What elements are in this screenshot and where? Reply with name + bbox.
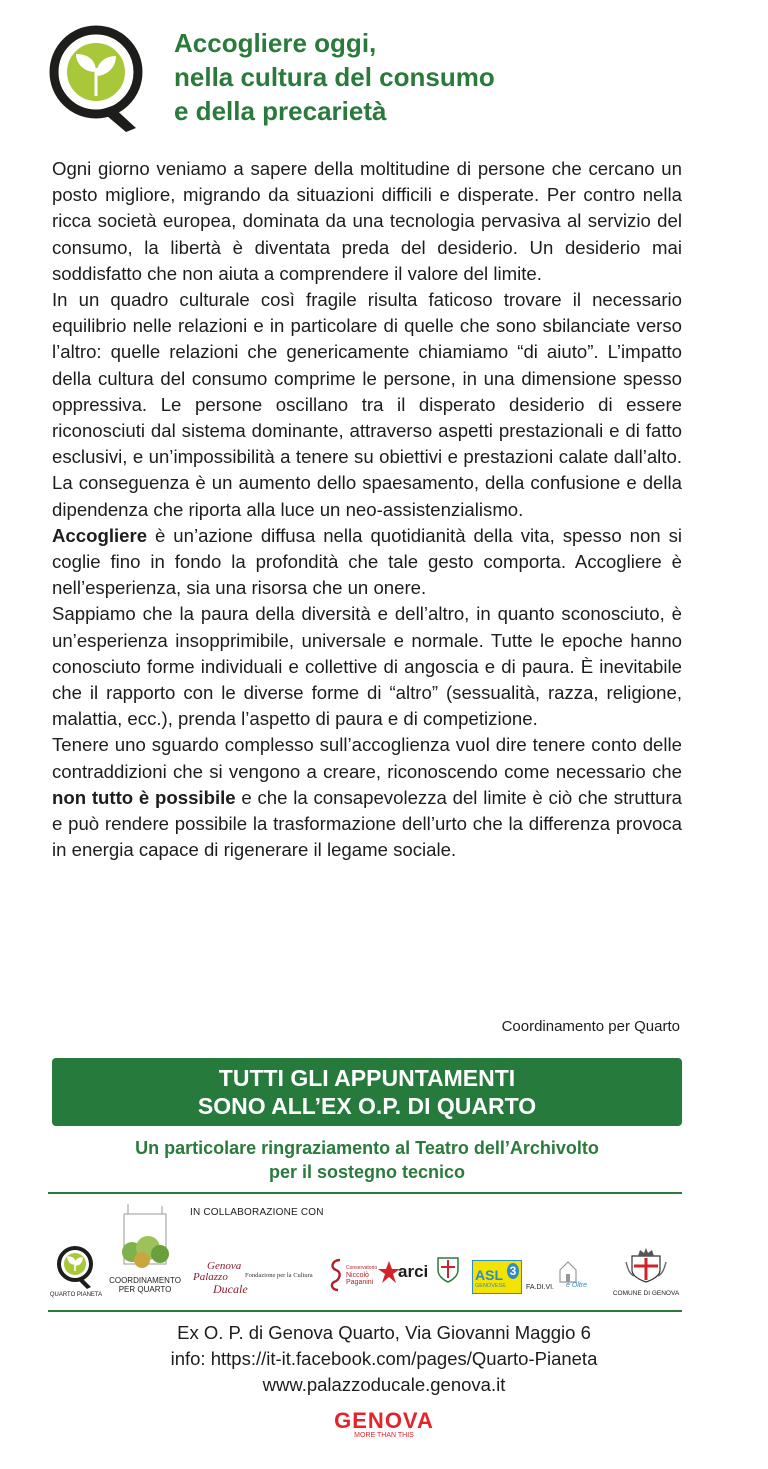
paganini-text: Niccolò [346, 1272, 369, 1279]
paragraph [52, 523, 682, 602]
partner-logos [48, 1210, 688, 1306]
title-line: Accogliere oggi, [174, 28, 377, 58]
paganini-text: Conservatorio [346, 1265, 378, 1271]
article-body [52, 156, 682, 863]
genova-brand-logo [0, 1408, 768, 1439]
thanks-line: per il sostegno tecnico [268, 1162, 466, 1182]
address: Ex O. P. di Genova Quarto, Via Giovanni Maggio 6 [177, 1322, 591, 1343]
header [48, 22, 708, 142]
bold-phrase: non tutto è possibile [52, 786, 236, 808]
footer [0, 1320, 768, 1398]
arci-star-icon [378, 1260, 400, 1286]
comune-caption: COMUNE DI GENOVA [612, 1290, 680, 1297]
palazzo-ducale-text: Palazzo [193, 1271, 228, 1283]
asl-sub: GENOVESE [475, 1283, 506, 1289]
palazzo-ducale-text: Genova [207, 1260, 242, 1272]
asl3-logo [472, 1260, 522, 1294]
coordinamento-line: COORDINAMENTO [109, 1276, 181, 1285]
violin-scroll-icon [326, 1258, 348, 1292]
genova-tagline: MORE THAN THIS [354, 1432, 414, 1439]
quarto-pianeta-logo-icon [48, 24, 148, 136]
quarto-pianeta-small-icon [56, 1245, 96, 1291]
divider [48, 1192, 682, 1194]
palazzo-ducale-text: Ducale [213, 1282, 248, 1296]
genova-word: GENOVA [334, 1408, 434, 1433]
page-title [174, 26, 495, 128]
e-oltre-label: e Oltre [566, 1282, 588, 1289]
paragraph: Sappiamo che la paura della diversità e dell’altro, in quanto sconosciuto, è un’esperienza insopprimibile, universale e normale. Tutte le epoche hanno conosciuto forme individuali e collettive di angoscia e di paura. È inevitabile che il rapporto con le diverse forme di “altro” (sessualità, razza, religione, malattia, ecc.), prenda l’aspetto di paura e di competizione. [52, 603, 682, 730]
coordinamento-building-icon [118, 1204, 172, 1274]
signature: Coordinamento per Quarto [501, 1018, 680, 1035]
paragraph: In un quadro culturale così fragile risulta faticoso trovare il necessario equilibrio nelle relazioni e in particolare di quelle che sono sbilanciate verso l’altro: quelle relazioni che genericamente chiamiamo “di aiuto”. L’impatto della cultura del consumo comprime le persone, in una dimensione spesso oppressiva. Le persone oscillano tra il disperato desiderio di essere riconosciuti dal sistema dominante, attraverso aspetti prestazionali e di fatto esclusivi, e un’impossibilità a tenere su obiettivi e prestazioni calate dall’alto. La conseguenza è un aumento dello spaesamento, della confusione e della dipendenza che riporta alla luce un neo-assistenzialismo. [52, 289, 682, 520]
paragraph: Ogni giorno veniamo a sapere della moltitudine di persone che cercano un posto migliore, migrando da situazioni difficili e disperate. Per contro nella ricca società europea, dominata da una tecnologia pervasiva al servizio del consumo, la libertà è diventata preda del desiderio. Un desiderio mai soddisfatto che non aiuta a comprendere il valore del limite. [52, 158, 682, 284]
asl-text: ASL [475, 1267, 503, 1283]
appointments-banner [52, 1058, 682, 1126]
paragraph-text: è un’azione diffusa nella quotidianità della vita, spesso non si coglie fino in fondo la profondità che tale gesto comporta. Accogliere è nell’esperienza, sia una risorsa che un onere. [52, 524, 682, 599]
divider [48, 1310, 682, 1312]
thanks-note [52, 1136, 682, 1184]
thanks-line: Un particolare ringraziamento al Teatro dell’Archivolto [135, 1138, 599, 1158]
title-line: e della precarietà [174, 96, 387, 126]
info-link[interactable]: info: https://it-it.facebook.com/pages/Quarto-Pianeta [170, 1348, 598, 1369]
palazzo-ducale-logo [193, 1260, 323, 1300]
bold-phrase: Accogliere [52, 524, 148, 546]
banner-line: TUTTI GLI APPUNTAMENTI [218, 1065, 516, 1091]
banner-line: SONO ALL’EX O.P. DI QUARTO [197, 1093, 537, 1119]
house-icon [558, 1260, 578, 1284]
title-line: nella cultura del consumo [174, 62, 495, 92]
collaboration-label: IN COLLABORAZIONE CON [190, 1207, 324, 1218]
quarto-pianeta-caption: QUARTO PIANETA [49, 1292, 103, 1298]
palazzo-ducale-subtitle: Fondazione per la Cultura [245, 1272, 313, 1279]
fadivi-label: FA.DI.VI. [526, 1284, 555, 1291]
coordinamento-line: PER QUARTO [118, 1285, 172, 1294]
paragraph [52, 732, 682, 863]
website-link[interactable]: www.palazzoducale.genova.it [262, 1374, 506, 1395]
paragraph-text: e che la consapevolezza del limite è ciò che struttura e può rendere possibile la trasformazione dell’urto che la differenza provoca in energia capace di rigenerare il legame sociale. [52, 786, 682, 861]
asl-number: 3 [507, 1263, 519, 1279]
paganini-text: Paganini [346, 1279, 374, 1286]
arci-label: arci [398, 1262, 429, 1281]
comune-genova-crest-icon [624, 1248, 668, 1284]
paragraph-text: Tenere uno sguardo complesso sull’accoglienza vuol dire tenere conto delle contraddizioni che si vengono a creare, riconoscendo come necessario che [52, 734, 682, 782]
regional-crest-icon [436, 1254, 460, 1284]
coordinamento-caption [104, 1276, 186, 1294]
